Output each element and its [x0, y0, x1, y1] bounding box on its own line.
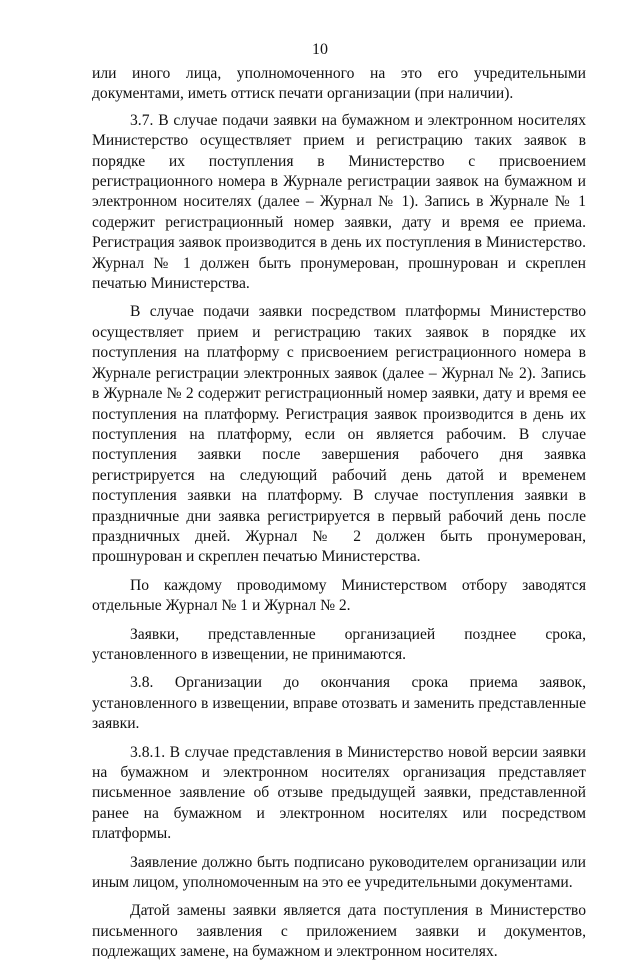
paragraph-signature-requirement: Заявление должно быть подписано руководителем организации или иным лицом, уполномоченным на это ее учредительными документами.: [92, 853, 586, 892]
document-body: [92, 64, 586, 963]
paragraph-3-8-1: 3.8.1. В случае представления в Министерство новой версии заявки на бумажном и электронном носителях организация представляет письменное заявление об отзыве предыдущей заявки, представленной ранее на бумажном и электронном носителях или посредством платформы.: [92, 743, 586, 843]
paragraph-replacement-date: Датой замены заявки является дата поступления в Министерство письменного заявления с приложением заявки и документов, подлежащих замене, на бумажном и электронном носителях.: [92, 902, 586, 961]
paragraph-continuation: или иного лица, уполномоченного на это его учредительными документами, иметь оттиск печати организации (при наличии).: [92, 65, 586, 103]
paragraph-3-7: 3.7. В случае подачи заявки на бумажном и электронном носителях Министерство осуществляет прием и регистрацию таких заявок в порядке их поступления в Министерство с присвоением регистрационного номера в Журнале регистрации заявок на бумажном и электронном носителях (далее – Журнал № 1). Запись в Журнале № 1 содержит регистрационный номер заявки, дату и время ее приема. Регистрация заявок производится в день их поступления в Министерство. Журнал № 1 должен быть пронумерован, прошнурован и скреплен печатью Министерства.: [92, 111, 586, 293]
paragraph-3-8: 3.8. Организации до окончания срока приема заявок, установленного в извещении, вправе отозвать и заменить представленные заявки.: [92, 674, 586, 733]
paragraph-platform-submission: В случае подачи заявки посредством платформы Министерство осуществляет прием и регистрацию таких заявок в порядке их поступления на платформу с присвоением регистрационного номера в Журнале регистрации электронных заявок (далее – Журнал № 2). Запись в Журнале № 2 содержит регистрационный номер заявки, дату и время ее поступления на платформу. Регистрация заявок производится в день их поступления на платформу, если он является рабочим. В случае поступления заявки после завершения рабочего дня заявка регистрируется на следующий рабочий день датой и временем поступления заявки на платформу. В случае поступления заявки в праздничные дни заявка регистрируется в первый рабочий день после праздничных дней. Журнал № 2 должен быть пронумерован, прошнурован и скреплен печатью Министерства.: [92, 303, 586, 566]
page-number: 10: [312, 41, 328, 58]
paragraph-late-applications: Заявки, представленные организацией позднее срока, установленного в извещении, не принимаются.: [92, 625, 586, 663]
paragraph-journals: По каждому проводимому Министерством отбору заводятся отдельные Журнал № 1 и Журнал № 2.: [92, 576, 586, 615]
